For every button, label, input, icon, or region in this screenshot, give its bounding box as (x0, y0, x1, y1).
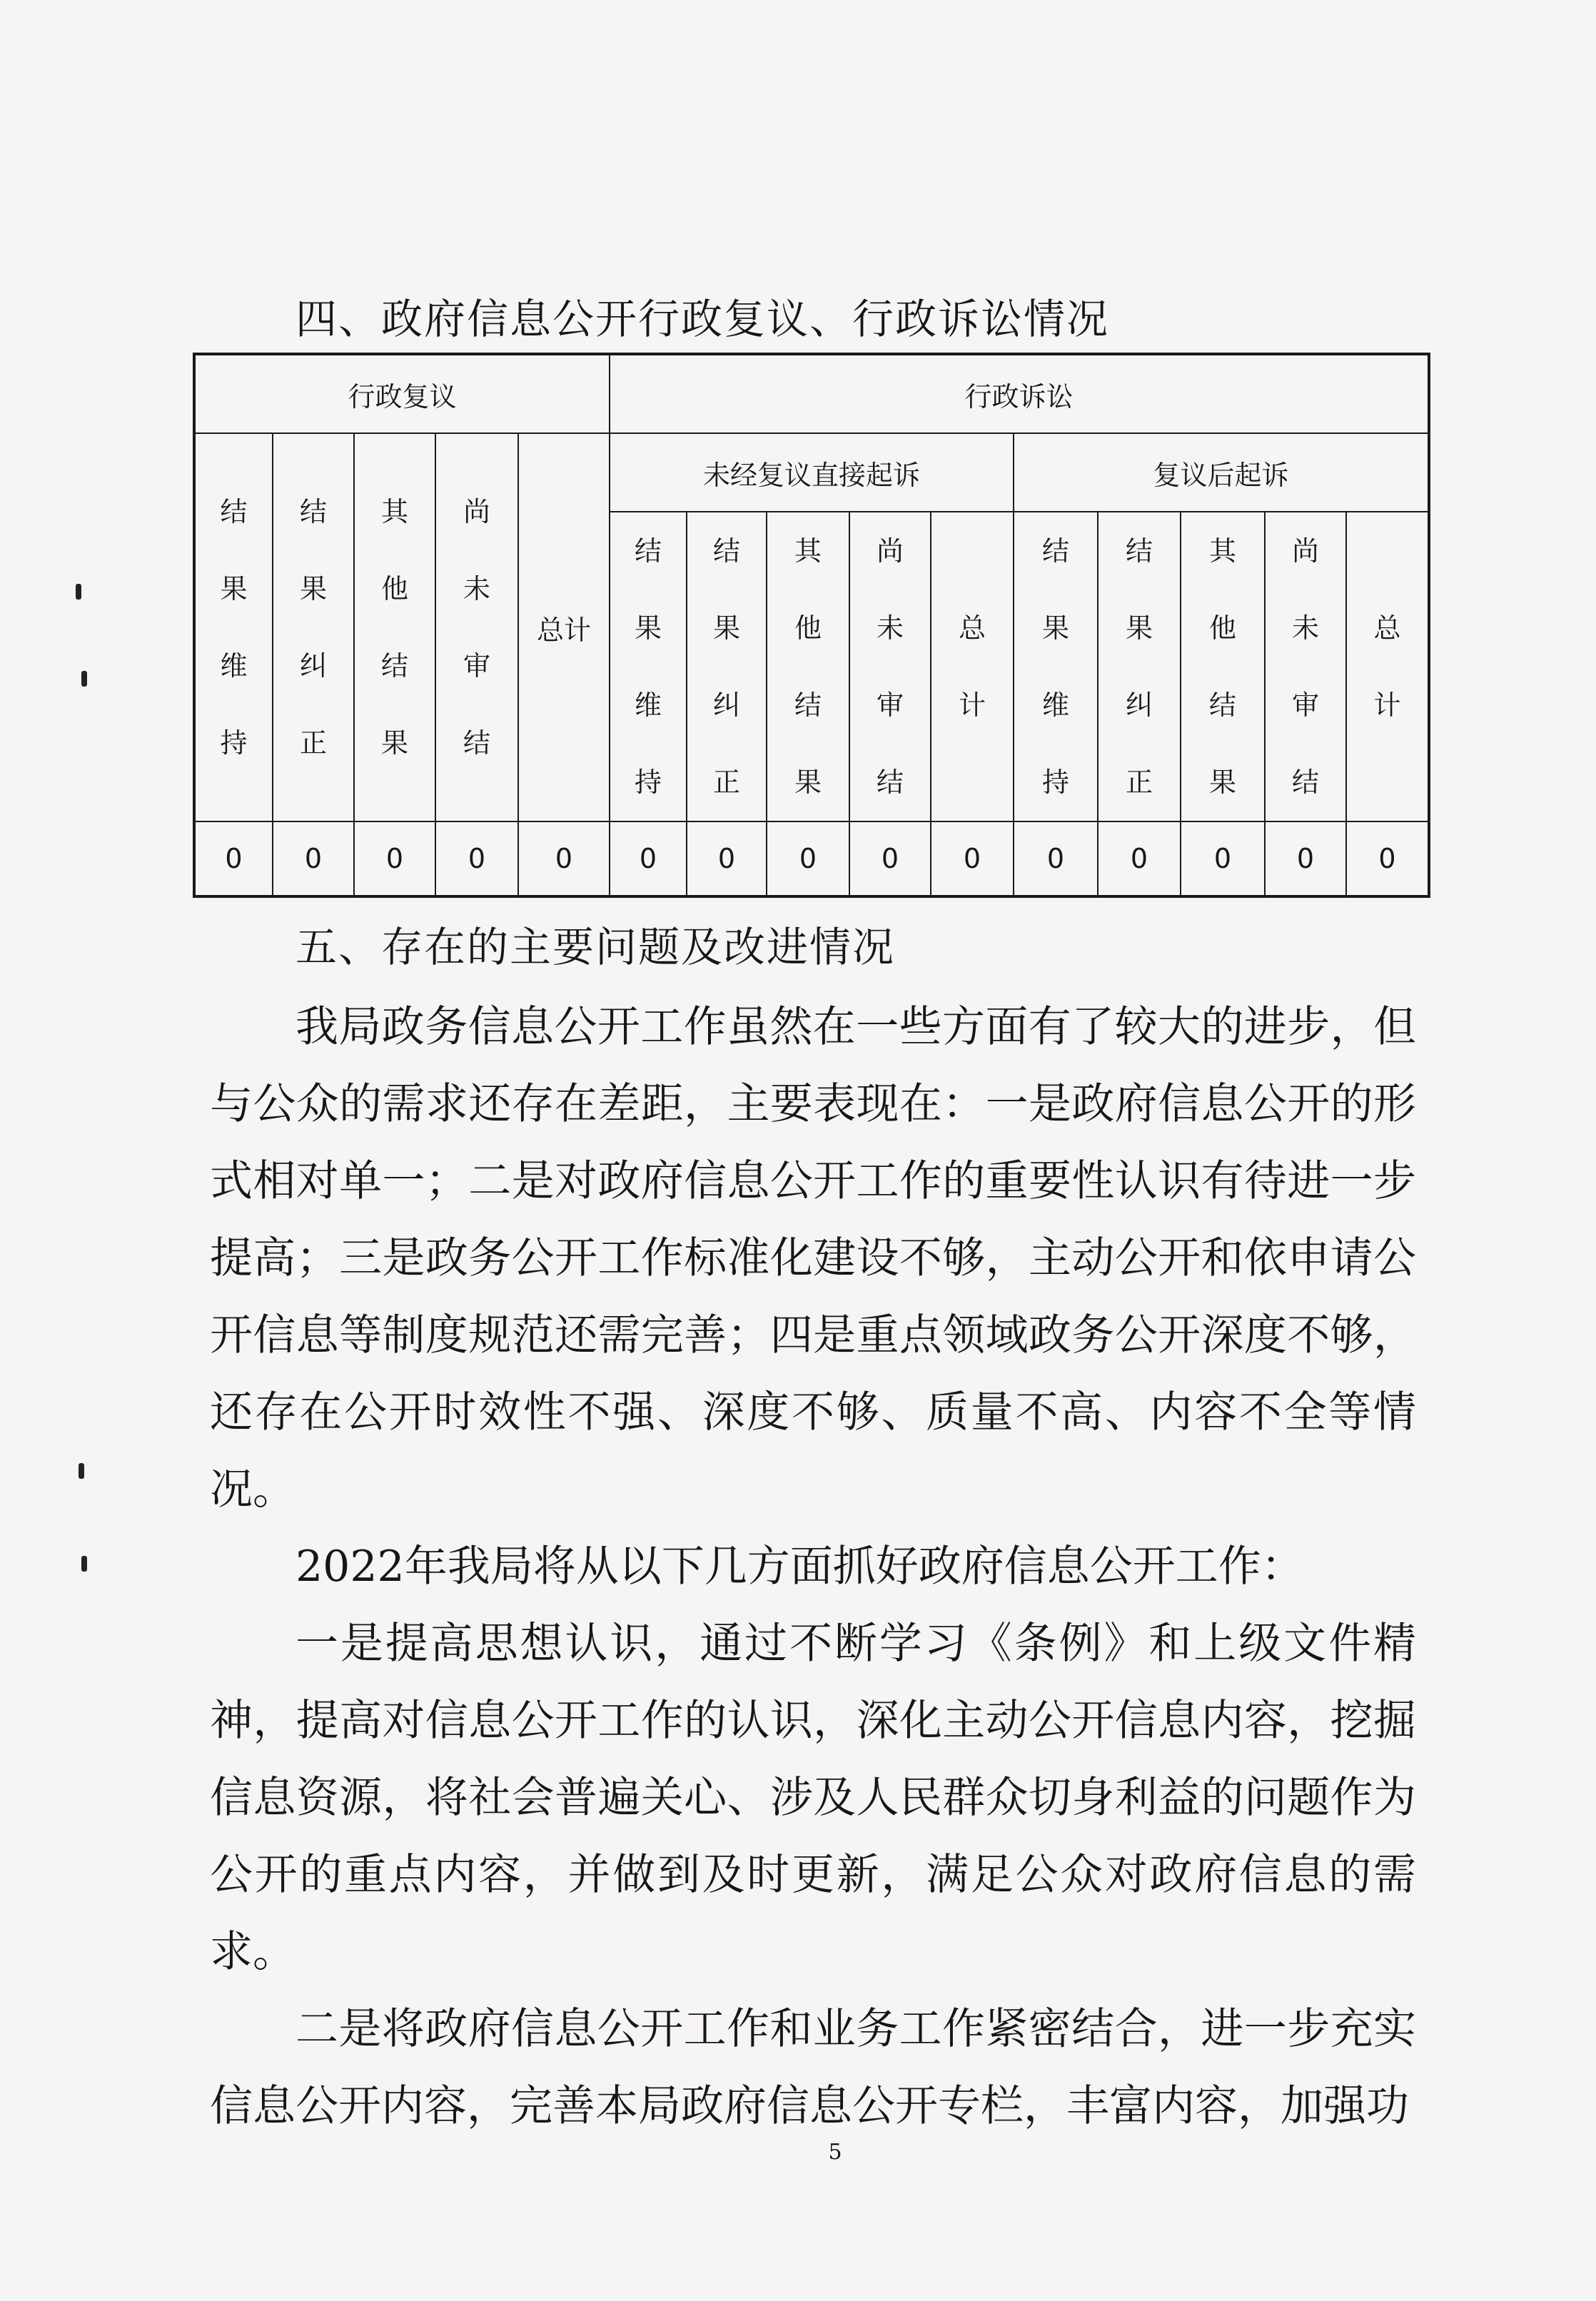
header-pending: 尚未审结 (1265, 512, 1346, 821)
header-pending: 尚未审结 (849, 512, 931, 821)
paragraph-plan-intro: 2022年我局将从以下几方面抓好政府信息公开工作： (296, 1542, 1304, 1592)
table-cell: 0 (518, 821, 610, 896)
section-title-problems: 五、存在的主要问题及改进情况 (296, 923, 896, 971)
body-text (210, 988, 1416, 2145)
table-cell: 0 (767, 821, 849, 896)
table-cell: 0 (849, 821, 931, 896)
header-total: 总计 (518, 433, 610, 821)
scan-mark (81, 1556, 87, 1572)
table-cell: 0 (273, 821, 354, 896)
header-admin-review: 行政复议 (194, 354, 610, 433)
header-result-maintain: 结果维持 (610, 512, 687, 821)
table-cell: 0 (354, 821, 435, 896)
header-other-result: 其他结果 (354, 433, 435, 821)
header-result-maintain: 结果维持 (1014, 512, 1098, 821)
table-cell: 0 (1014, 821, 1098, 896)
header-result-correct: 结果纠正 (687, 512, 767, 821)
header-direct-suit: 未经复议直接起诉 (610, 433, 1014, 512)
table-cell: 0 (610, 821, 687, 896)
table-cell: 0 (1265, 821, 1346, 896)
scan-mark (76, 584, 81, 600)
header-suit-after-review: 复议后起诉 (1014, 433, 1429, 512)
page-number: 5 (828, 2140, 842, 2165)
header-result-correct: 结果纠正 (1098, 512, 1181, 821)
scan-mark (81, 671, 87, 687)
table-cell: 0 (194, 821, 273, 896)
paragraph-plan-1: 一是提高思想认识，通过不断学习《条例》和上级文件精神，提高对信息公开工作的认识，深化主动公开信息内容，挖掘信息资源，将社会普遍关心、涉及人民群众切身利益的问题作为公开的重点内容，并做到及时更新，满足公众对政府信息的需求。 (210, 1619, 1416, 1977)
header-result-correct: 结果纠正 (273, 433, 354, 821)
table-cell: 0 (687, 821, 767, 896)
header-other-result: 其他结果 (1181, 512, 1265, 821)
table-cell: 0 (1098, 821, 1181, 896)
table-cell: 0 (1346, 821, 1429, 896)
table-cell: 0 (435, 821, 518, 896)
paragraph-plan-2: 二是将政府信息公开工作和业务工作紧密结合，进一步充实信息公开内容，完善本局政府信息公开专栏，丰富内容，加强功 (210, 2004, 1416, 2131)
header-total: 总计 (931, 512, 1014, 821)
section-title-review-litigation: 四、政府信息公开行政复议、行政诉讼情况 (296, 295, 1110, 343)
table-cell: 0 (931, 821, 1014, 896)
header-admin-litigation: 行政诉讼 (610, 354, 1429, 433)
paragraph-problems: 我局政务信息公开工作虽然在一些方面有了较大的进步，但与公众的需求还存在差距，主要表现在：一是政府信息公开的形式相对单一；二是对政府信息公开工作的重要性认识有待进一步提高；三是政务公开工作标准化建设不够，主动公开和依申请公开信息等制度规范还需完善；四是重点领域政务公开深度不够，还存在公开时效性不强、深度不够、质量不高、内容不全等情况。 (210, 1002, 1416, 1514)
table-cell: 0 (1181, 821, 1265, 896)
header-pending: 尚未审结 (435, 433, 518, 821)
header-result-maintain: 结果维持 (194, 433, 273, 821)
review-litigation-table (193, 353, 1430, 898)
scan-mark (79, 1463, 84, 1479)
header-total: 总计 (1346, 512, 1429, 821)
header-other-result: 其他结果 (767, 512, 849, 821)
